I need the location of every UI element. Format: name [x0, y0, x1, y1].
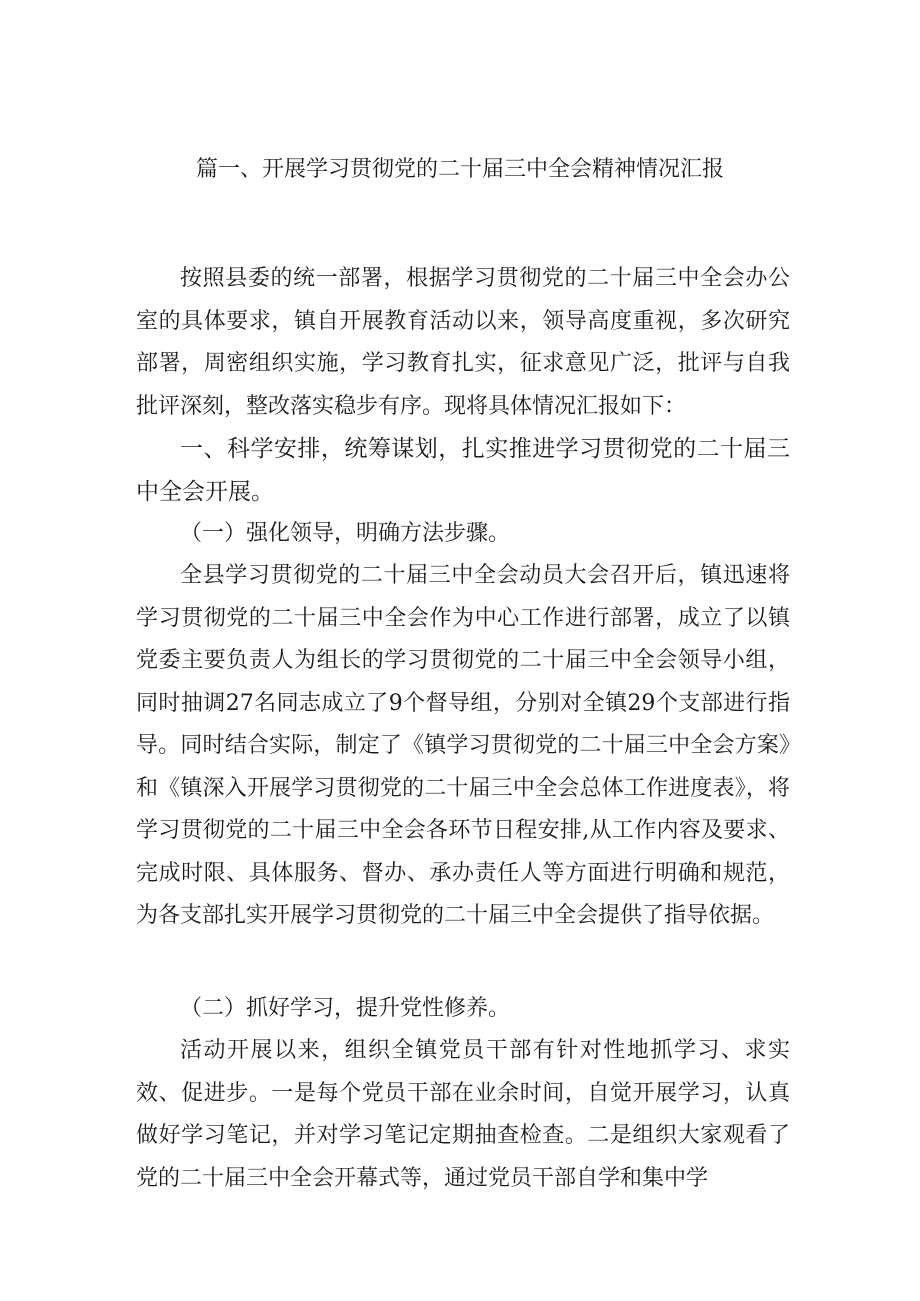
subsection-body-2: 活动开展以来，组织全镇党员干部有针对性地抓学习、求实效、促进步。一是每个党员干部在业余时间，自觉开展学习，认真做好学习笔记，并对学习笔记定期抽查检查。二是组织大家观看了党的二十届三中全会开幕式等，通过党员干部自学和集中学 [136, 1038, 790, 1191]
subsection-heading-1: （一）强化领导，明确方法步骤。 [180, 521, 511, 546]
subsection-body-1: 全县学习贯彻党的二十届三中全会动员大会召开后，镇迅速将学习贯彻党的二十届三中全会作为中心工作进行部署，成立了以镇党委主要负责人为组长的学习贯彻党的二十届三中全会领导小组，同时抽调27名同志成立了9个督导组，分别对全镇29个支部进行指导。同时结合实际，制定了《镇学习贯彻党的二十届三中全会方案》和《镇深入开展学习贯彻党的二十届三中全会总体工作进度表》，将学习贯彻党的二十届三中全会各环节日程安排,从工作内容及要求、完成时限、具体服务、督办、承办责任人等方面进行明确和规范，为各支部扎实开展学习贯彻党的二十届三中全会提供了指导依据。 [136, 563, 790, 928]
section-heading-1: 一、科学安排，统筹谋划，扎实推进学习贯彻党的二十届三中全会开展。 [136, 436, 790, 505]
subsection-heading-2: （二）抓好学习，提升党性修养。 [180, 996, 511, 1021]
intro-paragraph: 按照县委的统一部署，根据学习贯彻党的二十届三中全会办公室的具体要求，镇自开展教育活动以来，领导高度重视，多次研究部署，周密组织实施，学习教育扎实，征求意见广泛，批评与自我批评深刻，整改落实稳步有序。现将具体情况汇报如下： [136, 266, 790, 419]
document-title: 篇一、开展学习贯彻党的二十届三中全会精神情况汇报 [195, 157, 724, 182]
